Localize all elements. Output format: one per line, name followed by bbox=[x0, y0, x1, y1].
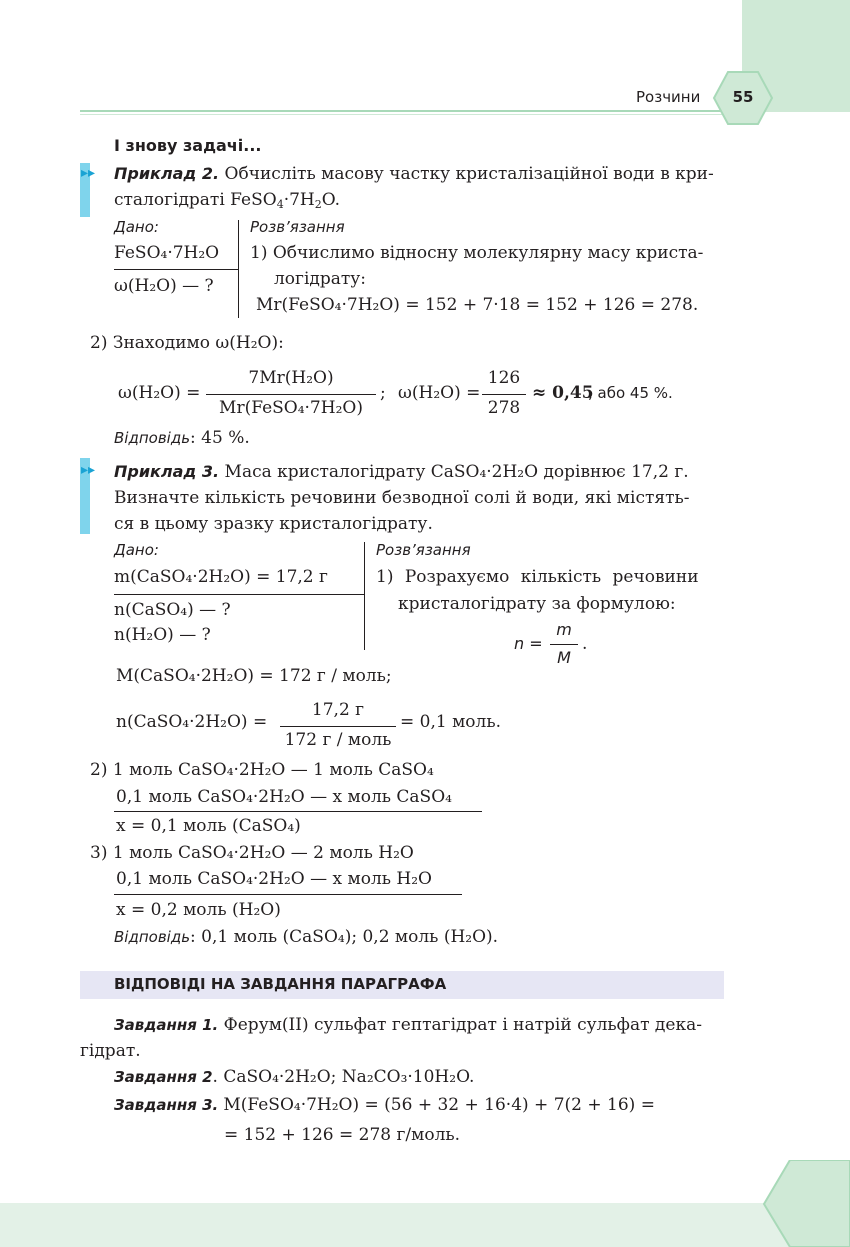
example-3-line3: ся в цьому зразку кристалогідрату. bbox=[114, 514, 433, 534]
task-3-text-b: = 152 + 126 = 278 г/моль. bbox=[224, 1125, 461, 1145]
ex2-formula2-lhs: ω(H₂O) = bbox=[398, 383, 481, 403]
ex3-s2-2: 0,1 моль CaSO₄·2H₂O — x моль CaSO₄ bbox=[116, 787, 452, 807]
ex3-answer-value: : 0,1 моль (CaSO₄); 0,2 моль (H₂O). bbox=[190, 927, 499, 947]
ex2-divider bbox=[238, 220, 239, 318]
ex3-find2: n(H₂O) — ? bbox=[114, 625, 211, 645]
ex3-molar: M(CaSO₄·2H₂O) = 172 г / моль; bbox=[116, 666, 392, 686]
ex3-find1: n(CaSO₄) — ? bbox=[114, 600, 231, 620]
ex2-step1-formula: Mr(FeSO₄·7H₂O) = 152 + 7·18 = 152 + 126 = 278. bbox=[256, 295, 699, 315]
double-arrow-icon: ▸▸ bbox=[81, 165, 96, 181]
ex2-given-label: Дано: bbox=[114, 218, 159, 236]
task-1-text-b: гідрат. bbox=[80, 1041, 141, 1061]
ex3-n-den: M bbox=[557, 648, 571, 667]
task-1-line1 bbox=[114, 1015, 702, 1035]
ex3-calc-num: 17,2 г bbox=[311, 700, 365, 720]
page-number: 55 bbox=[732, 88, 754, 106]
task-3-line1 bbox=[114, 1095, 655, 1115]
example-2-line1 bbox=[114, 164, 714, 184]
ex2-frac2-bar bbox=[482, 394, 526, 395]
ex3-solution-label: Розв’язання bbox=[376, 541, 471, 559]
example-2-text2a: сталогідраті FeSO bbox=[114, 190, 277, 210]
ex3-n-tail: . bbox=[582, 634, 588, 654]
ex2-frac1-bar bbox=[206, 394, 376, 395]
ex2-separator: ; bbox=[380, 383, 386, 403]
example-2-title: Приклад 2. bbox=[114, 164, 220, 183]
ex2-approx: ≈ 0,45 bbox=[532, 383, 594, 403]
ex2-find: ω(H₂O) — ? bbox=[114, 276, 214, 296]
ex3-divider bbox=[364, 542, 365, 650]
ex3-s3-1: 3) 1 моль CaSO₄·2H₂O — 2 моль H₂O bbox=[90, 843, 414, 863]
example-3-title: Приклад 3. bbox=[114, 462, 220, 481]
ex2-frac2-num: 126 bbox=[487, 368, 521, 388]
task-2-label: Завдання 2 bbox=[114, 1068, 213, 1086]
section-title: Розчини bbox=[636, 88, 701, 106]
ex2-given-rule bbox=[114, 269, 238, 270]
page-number-badge bbox=[712, 70, 774, 126]
ex2-step2: 2) Знаходимо ω(H₂O): bbox=[90, 333, 284, 353]
header-rule bbox=[80, 110, 742, 112]
ex3-given-label: Дано: bbox=[114, 541, 159, 559]
ex3-given-rule bbox=[114, 594, 364, 595]
ex3-s3-2: 0,1 моль CaSO₄·2H₂O — x моль H₂O bbox=[116, 869, 432, 889]
ex3-s2-3: x = 0,1 моль (CaSO₄) bbox=[116, 816, 301, 836]
task-1-label: Завдання 1. bbox=[114, 1016, 219, 1034]
ex3-s3-3: x = 0,2 моль (H₂O) bbox=[116, 900, 281, 920]
task-3-text-a: M(FeSO₄·7H₂O) = (56 + 32 + 16·4) + 7(2 + 16) = bbox=[223, 1095, 655, 1115]
ex3-answer bbox=[114, 927, 498, 947]
ex2-solution-label: Розв’язання bbox=[250, 218, 345, 236]
ex2-given-value: FeSO₄·7H₂O bbox=[114, 243, 220, 263]
example-2-line2: сталогідраті $FeSO_4\cdot 7H_2O$. bbox=[114, 190, 341, 211]
bottom-corner-hexagon bbox=[760, 1160, 850, 1247]
example-2-text2c: O. bbox=[321, 190, 341, 210]
ex2-step1-a: 1) Обчислимо відносну молекулярну масу криста- bbox=[250, 243, 704, 263]
ex3-s2-1: 2) 1 моль CaSO₄·2H₂O — 1 моль CaSO₄ bbox=[90, 760, 434, 780]
ex2-formula-lhs: ω(H₂O) = bbox=[118, 383, 201, 403]
ex2-approx-tail: , або 45 %. bbox=[588, 384, 673, 402]
ex3-s2-rule bbox=[114, 811, 482, 812]
ex3-step1-b: кристалогідрату за формулою: bbox=[398, 594, 676, 614]
task-3-label: Завдання 3. bbox=[114, 1096, 219, 1114]
task-2-text: . CaSO₄·2H₂O; Na₂CO₃·10H₂O. bbox=[212, 1067, 475, 1087]
double-arrow-icon-2: ▸▸ bbox=[81, 462, 96, 478]
ex3-calc-tail: = 0,1 моль. bbox=[400, 712, 502, 732]
ex2-frac2-den: 278 bbox=[487, 398, 521, 418]
example-2-text2b: ·7H bbox=[283, 190, 315, 210]
task-2-line bbox=[114, 1067, 474, 1087]
task-1-text-a: Ферум(II) сульфат гептагідрат і натрій сульфат дека- bbox=[218, 1015, 702, 1035]
answers-heading: ВІДПОВІДІ НА ЗАВДАННЯ ПАРАГРАФА bbox=[114, 975, 447, 993]
example-3-text1: Маса кристалогідрату CaSO₄·2H₂O дорівнює 17,2 г. bbox=[224, 462, 689, 482]
example-3-line2: Визначте кількість речовини безводної солі й води, які містять- bbox=[114, 488, 690, 508]
ex3-s3-rule bbox=[114, 894, 462, 895]
ex2-frac1-num: 7Mr(H₂O) bbox=[248, 368, 334, 388]
ex3-calc-bar bbox=[280, 726, 396, 727]
ex3-n-num: m bbox=[556, 620, 572, 639]
ex3-given-value: m(CaSO₄·2H₂O) = 17,2 г bbox=[114, 567, 328, 587]
ex2-answer-label: Відповідь bbox=[114, 429, 191, 447]
ex3-n-bar bbox=[550, 644, 578, 645]
header-rule-thin bbox=[80, 114, 742, 115]
ex3-calc-lhs: n(CaSO₄·2H₂O) = bbox=[116, 712, 268, 732]
example-2-text1: Обчисліть масову частку кристалізаційної води в кри- bbox=[224, 164, 714, 184]
bottom-green-band bbox=[0, 1203, 850, 1247]
section-heading: І знову задачі... bbox=[114, 136, 262, 155]
ex3-answer-label: Відповідь bbox=[114, 928, 191, 946]
ex3-calc-den: 172 г / моль bbox=[284, 730, 392, 750]
example-3-line1 bbox=[114, 462, 689, 482]
ex2-answer bbox=[114, 428, 250, 448]
ex2-frac1-den: Mr(FeSO₄·7H₂O) bbox=[219, 398, 363, 418]
ex2-answer-value: : 45 %. bbox=[190, 428, 250, 448]
ex3-n-lhs: n = bbox=[514, 634, 543, 653]
ex2-step1-b: логідрату: bbox=[274, 269, 366, 289]
ex3-step1-a: 1) Розрахуємо кількість речовини bbox=[376, 567, 699, 587]
